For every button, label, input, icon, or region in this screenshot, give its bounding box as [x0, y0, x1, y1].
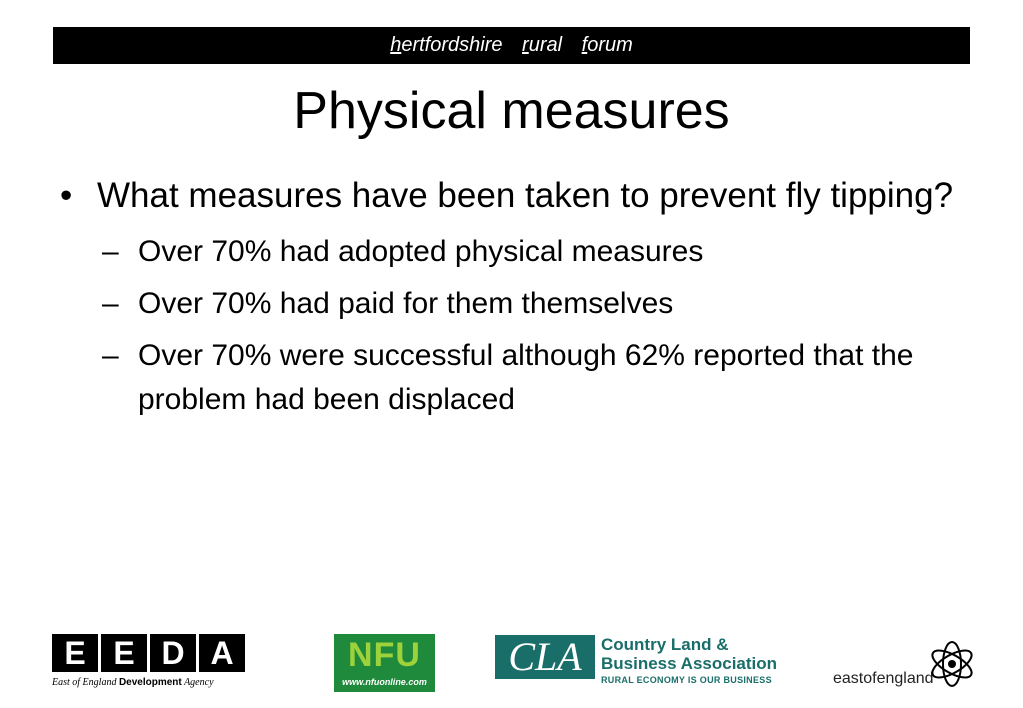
- cla-tagline: RURAL ECONOMY IS OUR BUSINESS: [601, 675, 772, 685]
- eeda-letter: E: [52, 634, 98, 672]
- bullet-text: What measures have been taken to prevent fly tipping?: [97, 176, 954, 215]
- dash-marker: –: [102, 339, 119, 372]
- sub-bullet-text: Over 70% were successful although 62% reported that the problem had been displaced: [138, 339, 914, 416]
- atom-swirl-icon: [926, 640, 978, 688]
- east-of-england-logo: [833, 640, 983, 695]
- eeda-letter: A: [199, 634, 245, 672]
- banner-word: rural: [522, 34, 563, 56]
- eeda-letter: E: [101, 634, 147, 672]
- slide-title: Physical measures: [293, 82, 730, 140]
- nfu-logo: [334, 634, 435, 692]
- cla-mark: CLA: [495, 635, 595, 679]
- cla-line: Business Association: [601, 654, 778, 673]
- dash-marker: –: [102, 287, 119, 320]
- dash-marker: –: [102, 235, 119, 268]
- eeda-caption: East of England Development Agency: [52, 677, 214, 688]
- sub-bullet-text: Over 70% had paid for them themselves: [138, 287, 674, 320]
- eeda-letter: D: [150, 634, 196, 672]
- sub-bullet-item: [102, 334, 980, 422]
- bullet-marker: •: [60, 176, 73, 215]
- header-banner: [53, 27, 970, 64]
- cla-logo: [495, 635, 785, 693]
- nfu-url: www.nfuonline.com: [342, 677, 427, 687]
- nfu-mark: NFU: [348, 636, 421, 674]
- sub-bullet-text: Over 70% had adopted physical measures: [138, 235, 704, 268]
- slide-body: [60, 172, 980, 422]
- sub-bullet-item: [102, 230, 980, 274]
- sub-bullet-item: [102, 282, 980, 326]
- bullet-item: [60, 172, 980, 220]
- eeda-logo: [52, 634, 246, 692]
- banner-word: forum: [581, 34, 633, 56]
- cla-line: Country Land &: [601, 635, 729, 654]
- banner-word: hertfordshire: [390, 34, 503, 56]
- eoe-wordmark: eastofengland: [833, 670, 934, 687]
